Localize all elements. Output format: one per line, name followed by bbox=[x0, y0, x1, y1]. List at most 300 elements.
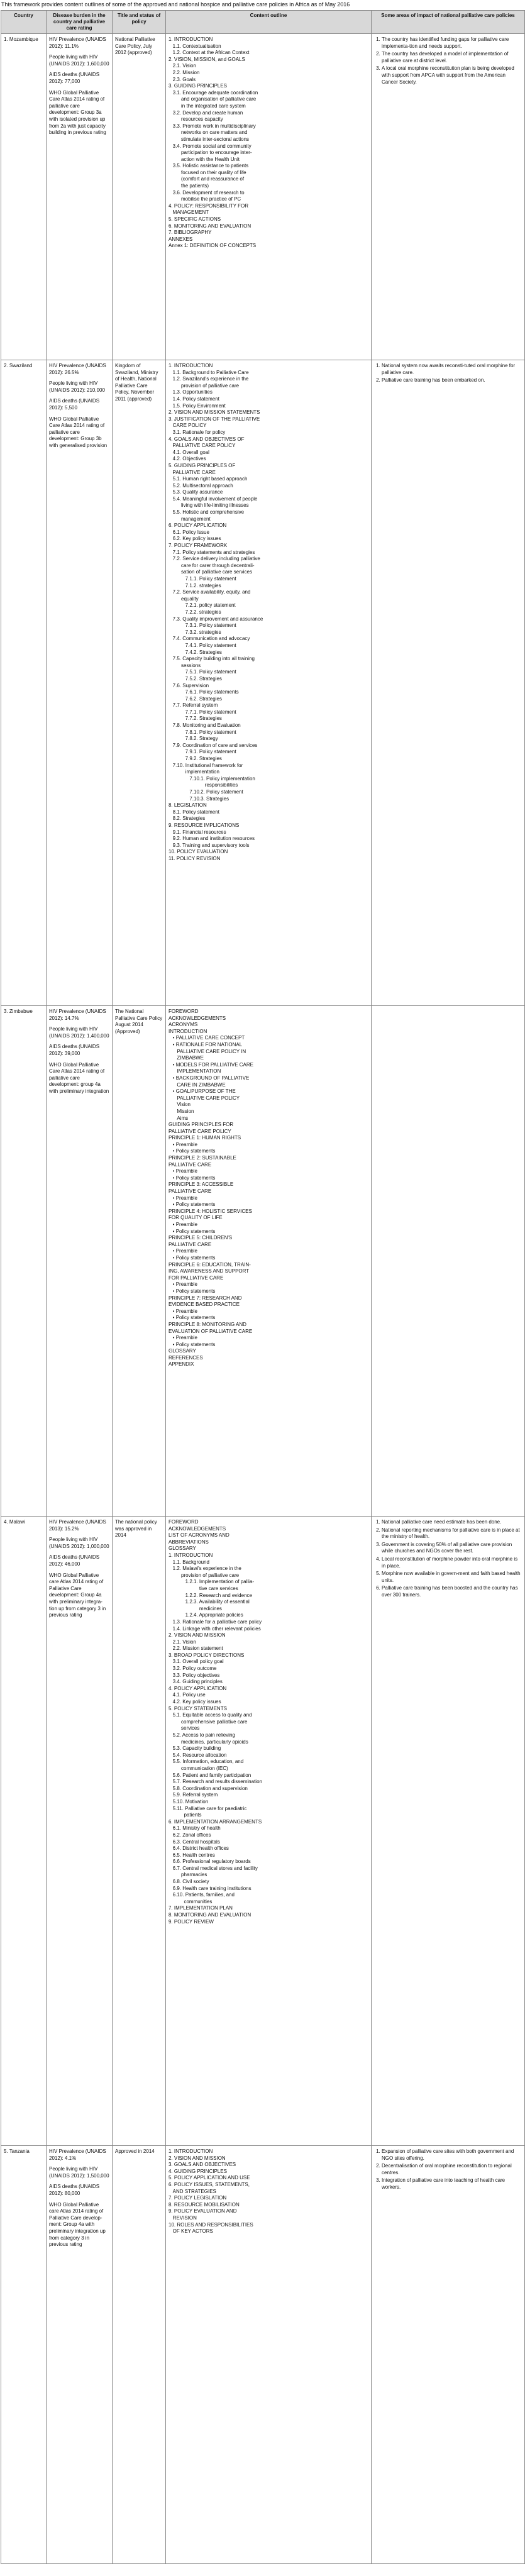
disease-burden-cell bbox=[47, 2146, 113, 2564]
outline-line: ZIMBABWE bbox=[169, 1055, 204, 1061]
impact-list bbox=[374, 1519, 522, 1599]
outline-line: tive care services bbox=[169, 1585, 238, 1591]
outline-line: 7.8.1. Policy statement bbox=[169, 729, 236, 735]
outline-line: focused on their quality of life bbox=[169, 169, 246, 175]
outline-line: 6.2. Zonal offices bbox=[169, 1832, 211, 1838]
outline-line: 7.7.2. Strategies bbox=[169, 716, 222, 722]
outline-line: GLOSSARY bbox=[169, 1545, 196, 1552]
impact-item: 3. Integration of palliative care into teaching of health care workers. bbox=[382, 2177, 522, 2191]
outline-line: 4. GUIDING PRINCIPLES bbox=[169, 2168, 227, 2174]
table-row bbox=[1, 1006, 525, 1517]
outline-line: 7.9.2. Strategies bbox=[169, 756, 222, 762]
country-cell: 3. Zimbabwe bbox=[1, 1006, 47, 1517]
outline-line: 6. MONITORING AND EVALUATION bbox=[169, 223, 251, 229]
impact-list bbox=[374, 36, 522, 86]
outline-line: 1. INTRODUCTION bbox=[169, 363, 213, 368]
outline-line: 5.8. Coordination and supervision bbox=[169, 1785, 248, 1791]
outline-line: 3.2. Policy outcome bbox=[169, 1666, 217, 1672]
outline-line: comprehensive palliative care bbox=[169, 1718, 248, 1725]
outline-line: • Preamble bbox=[169, 1281, 197, 1288]
impact-cell bbox=[372, 1006, 525, 1517]
outline-line: care for carer through decentrali- bbox=[169, 562, 255, 568]
outline-line: 4. POLICY APPLICATION bbox=[169, 1685, 227, 1691]
outline-line: • BACKGROUND OF PALLIATIVE bbox=[169, 1075, 250, 1081]
outline-line: LIST OF ACRONYMS AND bbox=[169, 1532, 229, 1539]
outline-line: 3.4. Promote social and community bbox=[169, 143, 251, 149]
outline-line: 1.2.4. Appropriate policies bbox=[169, 1612, 243, 1618]
burden-item: People living with HIV (UNAIDS 2012): 1,400,000 bbox=[49, 1026, 109, 1039]
outline-line: FOREWORD bbox=[169, 1519, 199, 1525]
header-country: Country bbox=[1, 11, 47, 34]
outline-line: 6. POLICY APPLICATION bbox=[169, 522, 227, 529]
outline-line: 3.6. Development of research to bbox=[169, 189, 245, 196]
outline-line: (comfort and reassurance of bbox=[169, 176, 245, 182]
burden-item: HIV Prevalence (UNAIDS 2012): 14.7% bbox=[49, 1009, 106, 1021]
outline-line: CARE IN ZIMBABWE bbox=[169, 1081, 226, 1088]
outline-line: 2.1. Vision bbox=[169, 63, 196, 69]
outline-line: 2. VISION AND MISSION STATEMENTS bbox=[169, 409, 260, 416]
outline-line: 9.1. Financial resources bbox=[169, 829, 226, 835]
disease-burden-cell bbox=[47, 1517, 113, 2146]
impact-item: 3. Government is covering 50% of all palliative care provision while churches and NGOs cover the rest. bbox=[382, 1542, 522, 1555]
outline-line: 1.1. Contextualisation bbox=[169, 43, 221, 49]
outline-line: 8. RESOURCE MOBILISATION bbox=[169, 2201, 240, 2208]
outline-line: AND STRATEGIES bbox=[169, 2188, 216, 2194]
outline-line: 9. POLICY EVALUATION AND bbox=[169, 2208, 237, 2214]
burden-item: WHO Global Palliative Care Atlas 2014 rating of palliative care development: Group 3b with generalised provision bbox=[49, 416, 108, 448]
impact-item: 6. Palliative care training has been boosted and the country has over 300 trainers. bbox=[382, 1585, 522, 1598]
country-cell: 2. Swaziland bbox=[1, 360, 47, 1006]
burden-item: WHO Global Palliative Care Atlas 2014 rating of palliative care development: Group 3a with isolated provision up from 2a with just capacity building in previous rating bbox=[49, 89, 106, 136]
outline-line: Vision bbox=[169, 1102, 191, 1108]
outline-line: • Policy statements bbox=[169, 1341, 216, 1347]
outline-line: CARE POLICY bbox=[169, 423, 207, 429]
policy-title-cell: National Palliative Care Policy, July 2012 (approved) bbox=[113, 34, 166, 360]
outline-line: 7. BIBLIOGRAPHY bbox=[169, 229, 212, 236]
outline-line: 4.1. Policy use bbox=[169, 1692, 206, 1698]
outline-line: 5.7. Research and results dissemination bbox=[169, 1779, 262, 1785]
outline-line: 5.2. Access to pain relieving bbox=[169, 1732, 235, 1738]
outline-line: 3. JUSTIFICATION OF THE PALLIATIVE bbox=[169, 416, 260, 422]
outline-line: 7.7. Referral system bbox=[169, 702, 218, 709]
outline-line: 7.4. Communication and advocacy bbox=[169, 636, 250, 642]
outline-line: 1.3. Rationale for a palliative care policy bbox=[169, 1618, 262, 1625]
outline-line: ACKNOWLEDGEMENTS bbox=[169, 1525, 226, 1532]
outline-line: Mission bbox=[169, 1108, 194, 1114]
outline-line: PRINCIPLE 5: CHILDREN'S bbox=[169, 1235, 233, 1241]
outline-line: • RATIONALE FOR NATIONAL bbox=[169, 1041, 243, 1048]
outline-line: 7. POLICY LEGISLATION bbox=[169, 2195, 227, 2201]
outline-line: ACKNOWLEDGEMENTS bbox=[169, 1015, 226, 1021]
outline-line: 3.1. Rationale for policy bbox=[169, 429, 226, 435]
outline-line: PALLIATIVE CARE POLICY bbox=[169, 1095, 240, 1101]
outline-line: PRINCIPLE 2: SUSTAINABLE bbox=[169, 1155, 236, 1161]
outline-line: 6.1. Policy Issue bbox=[169, 529, 209, 535]
outline-line: • Policy statements bbox=[169, 1148, 216, 1154]
content-outline-cell bbox=[166, 34, 372, 360]
outline-line: 5.10. Motivation bbox=[169, 1798, 209, 1805]
outline-line: responsibilities bbox=[169, 782, 238, 788]
outline-line: 7.3. Quality improvement and assurance bbox=[169, 616, 263, 622]
outline-line: networks on care matters and bbox=[169, 130, 248, 136]
outline-line: 3. GUIDING PRINCIPLES bbox=[169, 83, 227, 89]
outline-line: 9.2. Human and institution resources bbox=[169, 836, 255, 842]
outline-line: 3.3. Policy objectives bbox=[169, 1672, 220, 1678]
outline-line: management bbox=[169, 516, 211, 522]
outline-line: 7.8.2. Strategy bbox=[169, 736, 218, 742]
outline-line: • Policy statements bbox=[169, 1288, 216, 1294]
impact-item: 3. A local oral morphine reconstitution plan is being developed with support from APCA with support from the American Cancer Society. bbox=[382, 65, 522, 86]
outline-line: 10. POLICY EVALUATION bbox=[169, 849, 228, 855]
outline-line: 5.9. Referral system bbox=[169, 1792, 218, 1798]
outline-line: REVISION bbox=[169, 2214, 197, 2221]
impact-item: 1. Expansion of palliative care sites with both government and NGO sites offering. bbox=[382, 2148, 522, 2162]
disease-burden-cell bbox=[47, 360, 113, 1006]
outline-line: FOR QUALITY OF LIFE bbox=[169, 1215, 223, 1221]
outline-line: ABBREVIATIONS bbox=[169, 1539, 209, 1545]
outline-line: 6.9. Health care training institutions bbox=[169, 1885, 251, 1891]
outline-line: • Preamble bbox=[169, 1222, 197, 1227]
outline-line: 1.5. Policy Environment bbox=[169, 402, 226, 409]
outline-line: resources capacity bbox=[169, 116, 223, 123]
outline-line: • Policy statements bbox=[169, 1175, 216, 1181]
impact-cell bbox=[372, 34, 525, 360]
outline-line: • Preamble bbox=[169, 1141, 197, 1147]
table-row bbox=[1, 1517, 525, 2146]
outline-line: ACRONYMS bbox=[169, 1022, 198, 1028]
burden-item: People living with HIV (UNAIDS 2012): 1,500,000 bbox=[49, 2166, 109, 2179]
policy-title-cell: Approved in 2014 bbox=[113, 2146, 166, 2564]
outline-line: EVIDENCE BASED PRACTICE bbox=[169, 1302, 240, 1308]
outline-line: 7.10.1. Policy implementation bbox=[169, 775, 255, 782]
outline-line: 3.4. Guiding principles bbox=[169, 1679, 223, 1685]
outline-line: PALLIATIVE CARE POLICY bbox=[169, 443, 236, 449]
outline-line: PALLIATIVE CARE bbox=[169, 1161, 212, 1168]
header-impact: Some areas of impact of national palliative care policies bbox=[372, 11, 525, 34]
outline-line: 4.2. Objectives bbox=[169, 456, 206, 462]
outline-line: 5.11. Palliative care for paediatric bbox=[169, 1805, 247, 1811]
outline-line: 1.2.2. Research and evidence bbox=[169, 1592, 252, 1598]
burden-item: HIV Prevalence (UNAIDS 2012): 26.5% bbox=[49, 363, 106, 375]
outline-line: PALLIATIVE CARE bbox=[169, 469, 216, 475]
outline-line: 2. VISION AND MISSION bbox=[169, 1632, 226, 1639]
outline-line: 2.2. Mission bbox=[169, 69, 200, 75]
outline-line: OF KEY ACTORS bbox=[169, 2228, 213, 2235]
impact-item: 2. The country has developed a model of implementation of palliative care at district level. bbox=[382, 51, 522, 64]
outline-line: 7.6. Supervision bbox=[169, 682, 209, 688]
burden-item: AIDS deaths (UNAIDS 2012): 39,000 bbox=[49, 1044, 100, 1056]
outline-line: 1. INTRODUCTION bbox=[169, 1552, 213, 1558]
outline-line: 6.6. Professional regulatory boards bbox=[169, 1859, 251, 1865]
burden-item: People living with HIV (UNAIDS 2012): 210,000 bbox=[49, 380, 105, 393]
impact-list bbox=[374, 363, 522, 384]
outline-line: EVALUATION OF PALLIATIVE CARE bbox=[169, 1328, 253, 1334]
impact-item: 4. Local reconstitution of morphine powder into oral morphine is in place. bbox=[382, 1556, 522, 1569]
outline-line: 2.3. Goals bbox=[169, 76, 196, 82]
outline-line: 5.3. Quality assurance bbox=[169, 489, 223, 495]
outline-line: 5.4. Meaningful involvement of people bbox=[169, 495, 258, 502]
burden-item: HIV Prevalence (UNAIDS 2012): 11.1% bbox=[49, 36, 106, 49]
outline-line: 7.3.1. Policy statement bbox=[169, 622, 236, 629]
outline-line: 7.10.3. Strategies bbox=[169, 795, 229, 802]
outline-line: • Policy statements bbox=[169, 1254, 216, 1261]
outline-line: 1.1. Background to Palliative Care bbox=[169, 369, 249, 375]
outline-line: 4.2. Key policy issues bbox=[169, 1699, 221, 1705]
outline-line: • Preamble bbox=[169, 1248, 197, 1254]
outline-line: 1. INTRODUCTION bbox=[169, 36, 213, 42]
burden-item: WHO Global Palliative Care Atlas 2014 rating of palliative care development: group 4a with preliminary integration bbox=[49, 1061, 109, 1094]
outline-line: PALLIATIVE CARE bbox=[169, 1241, 212, 1247]
outline-line: 5.5. Information, education, and bbox=[169, 1759, 244, 1765]
outline-line: PALLIATIVE CARE POLICY bbox=[169, 1128, 231, 1134]
outline-line: 9. POLICY REVIEW bbox=[169, 1918, 214, 1925]
outline-line: medicines bbox=[169, 1605, 222, 1611]
policy-title-cell: The national policy was approved in 2014 bbox=[113, 1517, 166, 2146]
content-outline-cell bbox=[166, 1517, 372, 2146]
outline-line: 5.4. Resource allocation bbox=[169, 1752, 227, 1758]
header-disease-burden: Disease burden in the country and palliative care rating bbox=[47, 11, 113, 34]
impact-item: 1. National system now awaits reconsti-tuted oral morphine for palliative care. bbox=[382, 363, 522, 376]
outline-line: 1.3. Opportunities bbox=[169, 389, 213, 395]
outline-line: 7.1. Policy statements and strategies bbox=[169, 549, 255, 555]
burden-item: WHO Global Palliative care Atlas 2014 rating of Palliative Care develop-ment: Group 4a with preliminary integration up from category 3 in previous rating bbox=[49, 2201, 106, 2248]
impact-cell bbox=[372, 2146, 525, 2564]
outline-line: • Policy statements bbox=[169, 1228, 216, 1234]
outline-line: 6.3. Central hospitals bbox=[169, 1838, 220, 1845]
outline-line: 7.9. Coordination of care and services bbox=[169, 742, 258, 748]
outline-line: patients bbox=[169, 1812, 202, 1818]
outline-line: 8.1. Policy statement bbox=[169, 809, 219, 815]
content-outline-cell bbox=[166, 1006, 372, 1517]
impact-item: 1. The country has identified funding gaps for palliative care implementa-tion and needs support. bbox=[382, 36, 522, 50]
burden-item: WHO Global Palliative care Atlas 2014 rating of Palliative Care development: Group 4a with preliminary integra-tion up from category 3 in previous rating bbox=[49, 1572, 106, 1618]
outline-line: 1. INTRODUCTION bbox=[169, 2148, 213, 2154]
outline-line: communities bbox=[169, 1898, 213, 1904]
outline-line: 2. VISION, MISSION, and GOALS bbox=[169, 56, 245, 62]
outline-line: 1.2. Context at the African Context bbox=[169, 50, 250, 56]
impact-item: 2. Palliative care training has been embarked on. bbox=[382, 377, 522, 384]
outline-line: 5.1. Equitable access to quality and bbox=[169, 1712, 252, 1718]
outline-line: 7.2.2. strategies bbox=[169, 609, 221, 615]
outline-line: 1.2.3. Availability of essential bbox=[169, 1599, 250, 1605]
header-content-outline: Content outline bbox=[166, 11, 372, 34]
outline-line: 11. POLICY REVISION bbox=[169, 855, 221, 861]
burden-item: HIV Prevalence (UNAIDS 2012): 4.1% bbox=[49, 2148, 106, 2161]
policy-table bbox=[1, 10, 525, 2564]
outline-line: GLOSSARY bbox=[169, 1348, 196, 1354]
outline-line: 4.1. Overall goal bbox=[169, 449, 209, 455]
impact-item: 5. Morphine now available in govern-ment and faith based health units. bbox=[382, 1571, 522, 1584]
outline-line: PRINCIPLE 6: EDUCATION, TRAIN- bbox=[169, 1261, 251, 1268]
outline-line: 6. IMPLEMENTATION ARRANGEMENTS bbox=[169, 1818, 262, 1825]
outline-line: implementation bbox=[169, 769, 219, 775]
outline-line: • Policy statements bbox=[169, 1315, 216, 1321]
outline-line: 7.4.2. Strategies bbox=[169, 649, 222, 655]
outline-line: 5. POLICY STATEMENTS bbox=[169, 1705, 227, 1711]
outline-line: PRINCIPLE 1: HUMAN RIGHTS bbox=[169, 1135, 241, 1141]
outline-line: • Policy statements bbox=[169, 1202, 216, 1208]
burden-item: AIDS deaths (UNAIDS 2012): 46,000 bbox=[49, 1554, 100, 1567]
policy-title-cell: Kingdom of Swaziland, Ministry of Health, National Palliative Care Policy, November 2011 (approved) bbox=[113, 360, 166, 1006]
outline-line: 7.2.1. policy statement bbox=[169, 602, 236, 609]
country-cell: 4. Malawi bbox=[1, 1517, 47, 2146]
outline-line: 2. VISION AND MISSION bbox=[169, 2155, 226, 2161]
outline-line: ING, AWARENESS AND SUPPORT bbox=[169, 1268, 250, 1274]
impact-list bbox=[374, 2148, 522, 2191]
header-policy-title: Title and status of policy bbox=[113, 11, 166, 34]
table-row bbox=[1, 360, 525, 1006]
outline-line: 8. LEGISLATION bbox=[169, 802, 207, 809]
outline-line: 2.2. Mission statement bbox=[169, 1645, 223, 1652]
outline-line: 5.1. Human right based approach bbox=[169, 476, 248, 482]
impact-item: 1. National palliative care need estimate has been done. bbox=[382, 1519, 522, 1526]
outline-line: PRINCIPLE 3: ACCESSIBLE bbox=[169, 1181, 234, 1188]
table-header-row bbox=[1, 11, 525, 34]
outline-line: 3.3. Promote work in multidisciplinary bbox=[169, 123, 256, 129]
burden-item: HIV Prevalence (UNAIDS 2013): 15.2% bbox=[49, 1519, 106, 1532]
outline-line: 1.1. Background bbox=[169, 1559, 209, 1565]
outline-line: 1.4. Policy statement bbox=[169, 395, 219, 402]
outline-line: 5.2. Multisectoral approach bbox=[169, 482, 233, 489]
disease-burden-cell bbox=[47, 1006, 113, 1517]
outline-line: 3.1. Encourage adequate coordination bbox=[169, 89, 258, 96]
outline-line: GUIDING PRINCIPLES FOR bbox=[169, 1122, 234, 1128]
country-cell: 1. Mozambique bbox=[1, 34, 47, 360]
table-caption: This framework provides content outlines of some of the approved and national hospice and palliative care policies in Africa as of May 2016 bbox=[1, 1, 350, 8]
outline-line: 6.2. Key policy issues bbox=[169, 536, 221, 542]
content-outline-cell bbox=[166, 2146, 372, 2564]
outline-line: 7.7.1. Policy statement bbox=[169, 709, 236, 715]
outline-line: medicines, particularly opioids bbox=[169, 1739, 248, 1745]
outline-line: 6.8. Civil society bbox=[169, 1879, 209, 1885]
outline-line: 7.1.2. strategies bbox=[169, 582, 221, 589]
impact-item: 2. National reporting mechanisms for palliative care is in place at the ministry of health. bbox=[382, 1527, 522, 1540]
outline-line: 7.6.1. Policy statements bbox=[169, 689, 239, 695]
outline-line: REFERENCES bbox=[169, 1354, 203, 1361]
outline-line: ANNEXES bbox=[169, 236, 193, 242]
outline-line: • MODELS FOR PALLIATIVE CARE bbox=[169, 1061, 253, 1068]
burden-item: People living with HIV (UNAIDS 2012): 1,000,000 bbox=[49, 1537, 109, 1549]
outline-line: FOR PALLIATIVE CARE bbox=[169, 1274, 224, 1281]
outline-line: PALLIATIVE CARE POLICY IN bbox=[169, 1048, 246, 1054]
outline-line: provision of palliative care bbox=[169, 1572, 240, 1578]
outline-line: 7.1.1. Policy statement bbox=[169, 576, 236, 582]
outline-line: 8.2. Strategies bbox=[169, 815, 206, 822]
outline-line: PRINCIPLE 8: MONITORING AND bbox=[169, 1321, 246, 1327]
outline-line: mobilise the practice of PC bbox=[169, 196, 241, 202]
outline-line: 3. BROAD POLICY DIRECTIONS bbox=[169, 1652, 245, 1658]
outline-line: the patients) bbox=[169, 183, 209, 189]
outline-line: APPENDIX bbox=[169, 1361, 194, 1368]
outline-line: 5.3. Capacity building bbox=[169, 1745, 221, 1752]
outline-line: 6.4. District health offices bbox=[169, 1845, 229, 1852]
outline-line: 7. POLICY FRAMEWORK bbox=[169, 543, 228, 549]
outline-line: 1.2. Malawi's experience in the bbox=[169, 1566, 241, 1572]
outline-line: 6.1. Ministry of health bbox=[169, 1825, 221, 1832]
outline-line: 1.2.1. Implementation of pallia- bbox=[169, 1579, 255, 1585]
outline-line: 7.5.2. Strategies bbox=[169, 675, 222, 682]
outline-line: 3.5. Holistic assistance to patients bbox=[169, 163, 249, 169]
outline-line: 7.4.1. Policy statement bbox=[169, 642, 236, 648]
outline-line: • Preamble bbox=[169, 1195, 197, 1201]
outline-line: Annex 1: DEFINITION OF CONCEPTS bbox=[169, 243, 257, 249]
burden-item: AIDS deaths (UNAIDS 2012): 5,500 bbox=[49, 398, 100, 411]
outline-line: PRINCIPLE 4: HOLISTIC SERVICES bbox=[169, 1208, 252, 1214]
outline-line: 5. SPECIFIC ACTIONS bbox=[169, 216, 221, 223]
outline-line: 8. MONITORING AND EVALUATION bbox=[169, 1912, 251, 1918]
outline-line: IMPLEMENTATION bbox=[169, 1068, 221, 1075]
outline-line: 7.5. Capacity building into all training bbox=[169, 656, 255, 662]
country-cell: 5. Tanzania bbox=[1, 2146, 47, 2564]
outline-line: participation to encourage inter- bbox=[169, 150, 252, 156]
outline-line: equality bbox=[169, 595, 199, 602]
outline-line: 7.6.2. Strategies bbox=[169, 695, 222, 702]
outline-line: 6.7. Central medical stores and facility bbox=[169, 1865, 258, 1871]
outline-line: FOREWORD bbox=[169, 1009, 199, 1014]
outline-line: 7. IMPLEMENTATION PLAN bbox=[169, 1905, 233, 1911]
outline-line: services bbox=[169, 1725, 200, 1732]
outline-line: • PALLIATIVE CARE CONCEPT bbox=[169, 1035, 245, 1041]
outline-line: 5.5. Holistic and comprehensive bbox=[169, 509, 245, 516]
outline-line: 7.5.1. Policy statement bbox=[169, 669, 236, 675]
outline-line: provision of palliative care bbox=[169, 382, 240, 389]
outline-line: 6. POLICY ISSUES, STATEMENTS, bbox=[169, 2181, 250, 2187]
outline-line: living with life-limiting illnesses bbox=[169, 502, 249, 509]
outline-line: PALLIATIVE CARE bbox=[169, 1188, 212, 1195]
outline-line: • Preamble bbox=[169, 1335, 197, 1341]
outline-line: 7.9.1. Policy statement bbox=[169, 749, 236, 755]
impact-cell bbox=[372, 1517, 525, 2146]
outline-line: action with the Health Unit bbox=[169, 156, 240, 162]
impact-cell bbox=[372, 360, 525, 1006]
outline-line: 5. GUIDING PRINCIPLES OF bbox=[169, 462, 236, 468]
outline-line: MANAGEMENT bbox=[169, 209, 209, 216]
outline-line: 4. POLICY: RESPONSIBILITY FOR bbox=[169, 202, 249, 209]
outline-line: 7.10. Institutional framework for bbox=[169, 762, 243, 768]
outline-line: Aims bbox=[169, 1115, 189, 1121]
outline-line: and organisation of palliative care bbox=[169, 96, 257, 102]
outline-line: 3.1. Overall policy goal bbox=[169, 1659, 224, 1665]
table-row bbox=[1, 2146, 525, 2564]
policy-title-cell: The National Palliative Care Policy August 2014 (Approved) bbox=[113, 1006, 166, 1517]
outline-line: pharmacies bbox=[169, 1872, 207, 1878]
outline-line: 10. ROLES AND RESPONSIBILITIES bbox=[169, 2221, 253, 2228]
outline-line: sation of palliative care services bbox=[169, 569, 252, 575]
outline-line: in the integrated care system bbox=[169, 102, 246, 109]
outline-line: 3. GOALS AND OBJECTIVES bbox=[169, 2162, 236, 2168]
outline-line: 9.3. Training and supervisory tools bbox=[169, 842, 250, 848]
outline-line: 5. POLICY APPLICATION AND USE bbox=[169, 2175, 250, 2181]
burden-item: AIDS deaths (UNAIDS 2012): 77,000 bbox=[49, 72, 100, 84]
disease-burden-cell bbox=[47, 34, 113, 360]
outline-line: stimulate inter-sectoral actions bbox=[169, 136, 250, 142]
outline-line: PRINCIPLE 7: RESEARCH AND bbox=[169, 1295, 242, 1301]
outline-line: 7.2. Service availability, equity, and bbox=[169, 589, 251, 595]
table-row bbox=[1, 34, 525, 360]
outline-line: • Preamble bbox=[169, 1308, 197, 1314]
impact-item: 2. Decentralisation of oral morphine reconstitution to regional centres. bbox=[382, 2163, 522, 2176]
outline-line: communication (IEC) bbox=[169, 1765, 228, 1771]
outline-line: 6.10. Patients, families, and bbox=[169, 1892, 235, 1898]
outline-line: 9. RESOURCE IMPLICATIONS bbox=[169, 822, 240, 828]
outline-line: 7.3.2. strategies bbox=[169, 629, 221, 635]
outline-line: 7.2. Service delivery including palliative bbox=[169, 556, 260, 562]
burden-item: People living with HIV (UNAIDS 2012): 1,600,000 bbox=[49, 54, 109, 67]
outline-line: 7.8. Monitoring and Evaluation bbox=[169, 722, 241, 729]
burden-item: AIDS deaths (UNAIDS 2012): 80,000 bbox=[49, 2184, 100, 2196]
outline-line: 5.6. Patient and family participation bbox=[169, 1772, 251, 1778]
outline-line: 7.10.2. Policy statement bbox=[169, 789, 243, 795]
